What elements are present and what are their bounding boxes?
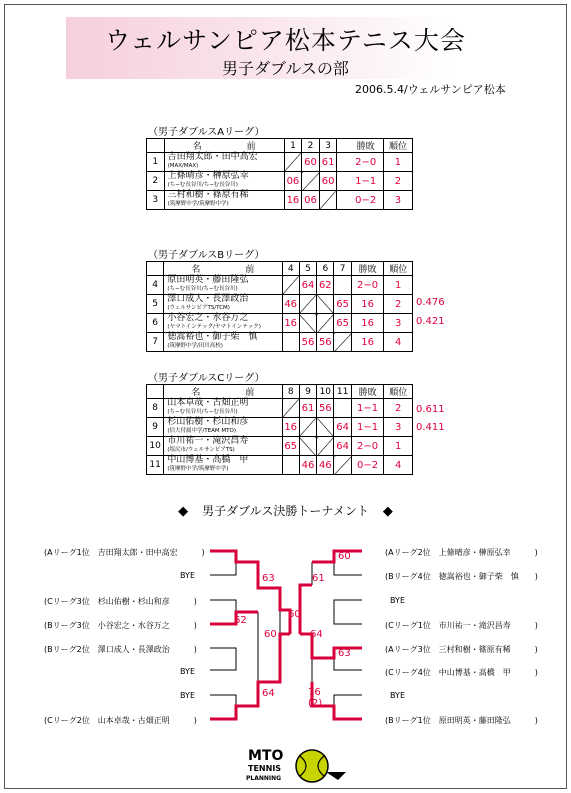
score-cell: 46 (299, 456, 316, 475)
score-cell: 16 (282, 418, 299, 437)
tennis-ball-icon (296, 750, 328, 782)
bracket-score: 61 (312, 573, 325, 584)
score-cell: 65 (334, 295, 351, 314)
player-names: 吉田翔太郎・田中高宏 (MAX/MAX) (164, 153, 284, 172)
ratio-value: 0.411 (416, 422, 445, 433)
score-cell: 65 (282, 437, 299, 456)
bracket-entry-right: (Aリーグ2位 上條晴彦・榊原弘幸 ) (385, 548, 538, 557)
bracket-score: 63 (262, 573, 275, 584)
bracket-entry-left: (Bリーグ3位 小谷宏之・水谷万之 ) (44, 621, 197, 630)
wins-cell: 1−1 (348, 172, 383, 191)
score-cell: 46 (282, 295, 299, 314)
score-cell: 65 (334, 314, 351, 333)
score-cell: 62 (317, 276, 334, 295)
wins-cell: 2−0 (351, 437, 384, 456)
rank-header: 順位 (383, 139, 412, 153)
league-c-title: （男子ダブルスCリーグ） (148, 373, 265, 384)
name-header: 名 前 (164, 385, 282, 399)
bracket-score: 64 (262, 688, 275, 699)
name-header: 名 前 (164, 262, 282, 276)
player-names: 山本卓哉・古畑正明 (ち−む長谷川/ち−む長谷川) (164, 399, 282, 418)
player-names: 中山博基・高橋 甲 (筑摩野中学/筑摩野中学) (164, 456, 282, 475)
rank-cell: 2 (384, 399, 413, 418)
score-cell: 61 (299, 399, 316, 418)
row-number: 2 (147, 172, 165, 191)
bracket-entry-left: BYE (180, 691, 195, 700)
rank-cell: 2 (383, 172, 412, 191)
bracket-score: 60 (338, 551, 351, 562)
bracket-entry-right: (Bリーグ4位 徳嵩裕也・御子柴 慎 ) (385, 572, 538, 581)
rank-cell: 1 (384, 437, 413, 456)
col-header: 4 (282, 262, 299, 276)
score-cell: 64 (334, 437, 351, 456)
bracket-entry-right: BYE (390, 596, 405, 605)
league-a-title: （男子ダブルスAリーグ） (148, 127, 265, 138)
player-names: 徳嵩裕也・御子柴 慎 (筑摩野中学/田川高校) (164, 333, 282, 352)
bracket-entry-left: BYE (180, 571, 195, 580)
ratio-value: 0.476 (416, 297, 445, 308)
score-cell: 16 (282, 314, 299, 333)
bracket-entry-right: (Aリーグ3位 三村和樹・篠原有稀 ) (385, 645, 538, 654)
player-names: 杉山佑樹・杉山和彦 (信大付属中学/TEAM MTO) (164, 418, 282, 437)
row-number: 10 (147, 437, 164, 456)
player-names: 三村和樹・篠原有稀 (筑摩野中学/筑摩野中学) (164, 191, 284, 210)
col-header: 10 (317, 385, 334, 399)
score-cell: 56 (299, 333, 316, 352)
bracket-score: 60 (288, 609, 301, 620)
row-number: 1 (147, 153, 165, 172)
score-cell: 64 (334, 418, 351, 437)
bracket-entry-right: (Bリーグ1位 原田明英・藤田隆弘 ) (385, 716, 538, 725)
col-header: 2 (302, 139, 320, 153)
bracket-score: (2) (308, 698, 323, 709)
bracket-score: 62 (234, 615, 247, 626)
col-header: 11 (334, 385, 351, 399)
score-cell: 60 (319, 172, 337, 191)
ratio-value: 0.421 (416, 316, 445, 327)
bracket-entry-left: BYE (180, 667, 195, 676)
wins-cell: 0−2 (348, 191, 383, 210)
diamond-icon: ◆ (178, 504, 189, 519)
rank-cell: 1 (383, 153, 412, 172)
page-title: ウェルサンピア松本テニス大会 (105, 26, 466, 55)
logo-text: MTO (248, 748, 284, 764)
bracket-entry-right: (Cリーグ1位 市川祐一・滝沢昌寿 ) (385, 621, 538, 630)
col-header: 6 (317, 262, 334, 276)
league-b-title: （男子ダブルスBリーグ） (148, 250, 265, 261)
wins-header: 勝敗 (351, 262, 384, 276)
wins-cell: 1−1 (351, 399, 384, 418)
wins-cell: 16 (351, 314, 384, 333)
row-number: 11 (147, 456, 164, 475)
wins-cell: 0−2 (351, 456, 384, 475)
score-cell: 06 (284, 172, 302, 191)
wins-cell: 1−1 (351, 418, 384, 437)
rank-header: 順位 (384, 262, 413, 276)
col-header: 1 (284, 139, 302, 153)
diamond-icon: ◆ (382, 504, 393, 519)
score-cell: 06 (302, 191, 320, 210)
rank-cell: 3 (383, 191, 412, 210)
ratio-value: 0.611 (416, 404, 445, 415)
date-venue: 2006.5.4/ウェルサンピア松本 (355, 83, 506, 96)
score-cell: 56 (317, 333, 334, 352)
col-header: 8 (282, 385, 299, 399)
page-subtitle: 男子ダブルスの部 (222, 59, 349, 78)
wins-cell: 2−0 (351, 276, 384, 295)
rank-header: 順位 (384, 385, 413, 399)
wins-cell: 16 (351, 333, 384, 352)
row-number: 8 (147, 399, 164, 418)
col-header: 7 (334, 262, 351, 276)
bracket-score: 63 (338, 648, 351, 659)
score-cell: 61 (319, 153, 337, 172)
rank-cell: 4 (384, 333, 413, 352)
bracket-score: 64 (310, 629, 323, 640)
score-cell: 60 (302, 153, 320, 172)
player-names: 上條晴彦・榊原弘幸 (ち−む長谷川/ち−む長谷川) (164, 172, 284, 191)
row-number: 3 (147, 191, 165, 210)
bracket-score: 60 (264, 629, 277, 640)
wins-cell: 16 (351, 295, 384, 314)
bracket-entry-left: (Cリーグ2位 山本卓哉・古畑正明 ) (44, 716, 197, 725)
rank-cell: 4 (384, 456, 413, 475)
bracket-entry-left: (Cリーグ3位 杉山佑樹・杉山和彦 ) (44, 597, 197, 606)
player-names: 原田明英・藤田隆弘 (ち−む長谷川/ち−む長谷川) (164, 276, 282, 295)
player-names: 小谷宏之・水谷万之 (ヤマトインテック/ヤマトインテック) (164, 314, 282, 333)
rank-cell: 3 (384, 314, 413, 333)
wins-cell: 2−0 (348, 153, 383, 172)
name-header: 名 前 (164, 139, 284, 153)
col-header: 5 (299, 262, 316, 276)
score-cell: 16 (284, 191, 302, 210)
bracket-entry-left: (Bリーグ2位 澤口成人・長澤政治 ) (44, 645, 197, 654)
score-cell: 46 (317, 456, 334, 475)
logo-text: PLANNING (246, 775, 282, 782)
tournament-title-text: 男子ダブルス決勝トーナメント (202, 504, 369, 518)
row-number: 5 (147, 295, 164, 314)
bracket-score: 76 (308, 687, 321, 698)
col-header: 9 (299, 385, 316, 399)
rank-cell: 2 (384, 295, 413, 314)
col-header: 3 (319, 139, 337, 153)
player-names: 澤口成人・長澤政治 (ウェルサンピアTS/TCM) (164, 295, 282, 314)
score-cell: 56 (317, 399, 334, 418)
racket-icon (326, 772, 346, 780)
mto-logo (242, 742, 352, 786)
bracket-entry-right: BYE (390, 691, 405, 700)
score-cell: 64 (299, 276, 316, 295)
wins-header: 勝敗 (348, 139, 383, 153)
bracket-entry-left: (Aリーグ1位 吉田翔太郎・田中高宏 ) (44, 548, 205, 557)
rank-cell: 1 (384, 276, 413, 295)
player-names: 市川祐一・滝沢昌寿 (塩尻市/ウェルサンピアTS) (164, 437, 282, 456)
rank-cell: 3 (384, 418, 413, 437)
logo-text: TENNIS (248, 764, 282, 773)
row-number: 9 (147, 418, 164, 437)
row-number: 6 (147, 314, 164, 333)
row-number: 4 (147, 276, 164, 295)
bracket-entry-right: (Cリーグ4位 中山博基・高橋 甲 ) (385, 668, 538, 677)
wins-header: 勝敗 (351, 385, 384, 399)
row-number: 7 (147, 333, 164, 352)
